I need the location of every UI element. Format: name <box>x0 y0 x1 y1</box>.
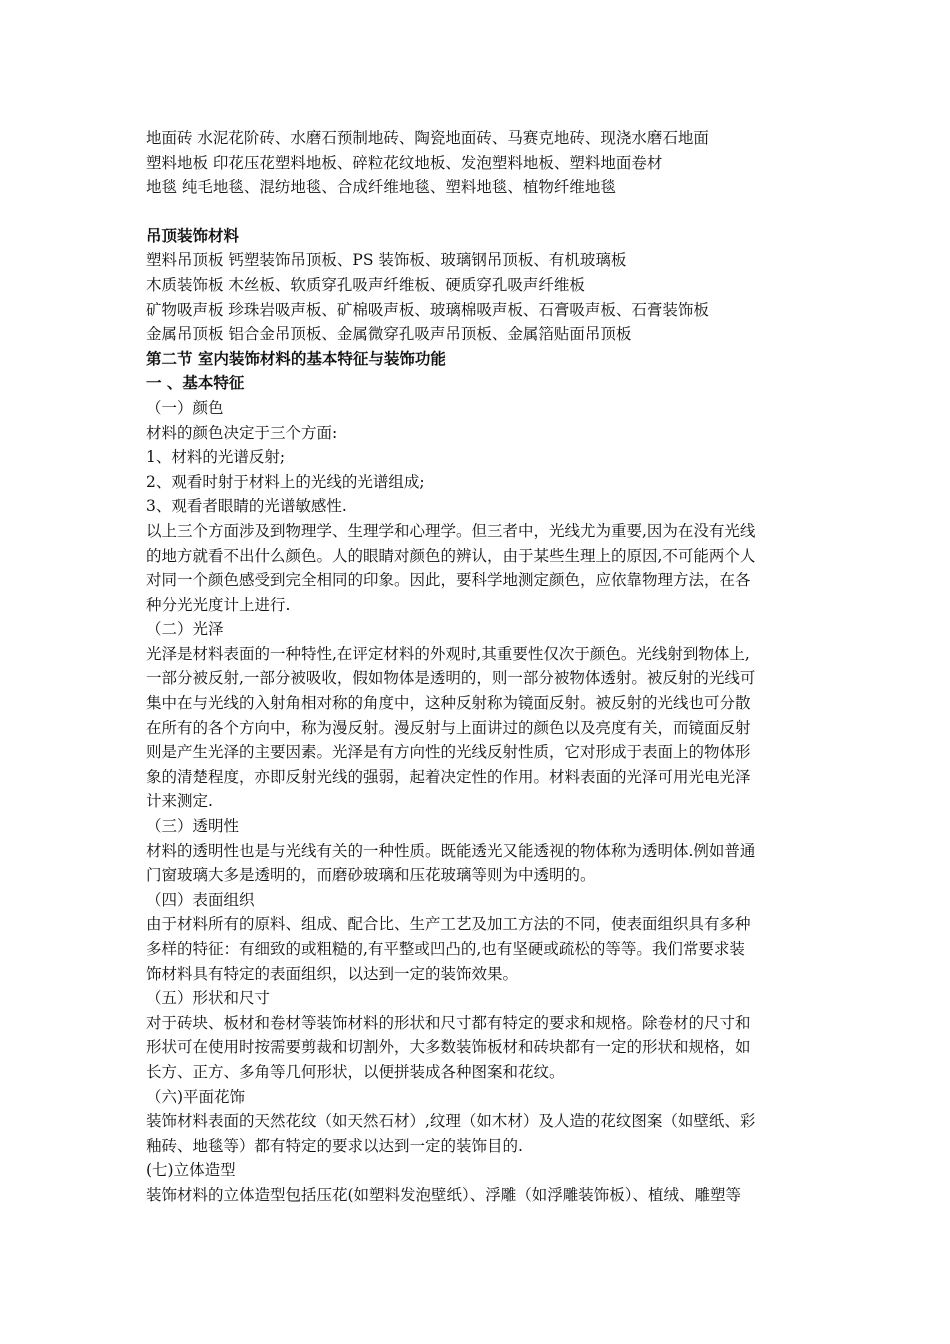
color-intro: 材料的颜色决定于三个方面: <box>146 423 338 442</box>
color-paragraph-line: 对同一个颜色感受到完全相同的印象。因此，要科学地测定颜色，应依靠物理方法，在各 <box>146 571 751 590</box>
texture-paragraph-line: 饰材料具有特定的表面组织，以达到一定的装饰效果。 <box>146 964 519 983</box>
pattern-paragraph-line: 装饰材料表面的天然花纹（如天然石材）,纹理（如木材）及人造的花纹图案（如壁纸、彩 <box>146 1112 756 1131</box>
transparency-paragraph-line: 材料的透明性也是与光线有关的一种性质。既能透光又能透视的物体称为透明体.例如普通 <box>146 841 756 860</box>
texture-paragraph-line: 多样的特征：有细致的或粗糙的,有平整或凹凸的,也有坚硬或疏松的等等。我们常要求装 <box>146 940 745 958</box>
gloss-paragraph-line: 在所有的各个方向中，称为漫反射。漫反射与上面讲过的颜色以及亮度有关，而镜面反射 <box>146 718 751 737</box>
floor-item: 塑料地板 印花压花塑料地板、碎粒花纹地板、发泡塑料地板、塑料地面卷材 <box>146 153 663 172</box>
color-point: 2、观看时射于材料上的光线的光谱组成; <box>146 472 425 491</box>
color-point: 3、观看者眼睛的光谱敏感性. <box>146 497 347 516</box>
gloss-paragraph-line: 计来测定. <box>146 792 213 811</box>
document-page <box>146 126 808 1208</box>
texture-heading: （四）表面组织 <box>146 890 255 909</box>
ceiling-item: 木质装饰板 木丝板、软质穿孔吸声纤维板、硬质穿孔吸声纤维板 <box>146 275 585 294</box>
relief-heading: (七)立体造型 <box>146 1161 236 1180</box>
ceiling-heading: 吊顶装饰材料 <box>146 226 240 245</box>
section-title: 第二节 室内装饰材料的基本特征与装饰功能 <box>146 349 446 368</box>
color-paragraph-line: 的地方就看不出什么颜色。人的眼睛对颜色的辨认，由于某些生理上的原因,不可能两个人 <box>146 546 756 565</box>
color-paragraph-line: 种分光光度计上进行. <box>146 595 291 614</box>
gloss-heading: （二）光泽 <box>146 620 224 639</box>
transparency-heading: （三）透明性 <box>146 817 240 836</box>
ceiling-item: 矿物吸声板 珍珠岩吸声板、矿棉吸声板、玻璃棉吸声板、石膏吸声板、石膏装饰板 <box>146 300 709 319</box>
spacer <box>146 200 808 224</box>
gloss-paragraph-line: 一部分被反射,一部分被吸收，假如物体是透明的，则一部分被物体透射。被反射的光线可 <box>146 669 756 688</box>
subsection-title: 一 、基本特征 <box>146 374 245 393</box>
gloss-paragraph-line: 光泽是材料表面的一种特性,在评定材料的外观时,其重要性仅次于颜色。光线射到物体上, <box>146 644 750 663</box>
shape-paragraph-line: 形状可在使用时按需要剪裁和切割外，大多数装饰板材和砖块都有一定的形状和规格，如 <box>146 1038 751 1057</box>
shape-paragraph-line: 对于砖块、板材和卷材等装饰材料的形状和尺寸都有特定的要求和规格。除卷材的尺寸和 <box>146 1013 751 1032</box>
color-paragraph-line: 以上三个方面涉及到物理学、生理学和心理学。但三者中，光线尤为重要,因为在没有光线 <box>146 521 756 540</box>
ceiling-item: 金属吊顶板 铝合金吊顶板、金属微穿孔吸声吊顶板、金属箔贴面吊顶板 <box>146 325 632 344</box>
relief-paragraph-line: 装饰材料的立体造型包括压花(如塑料发泡壁纸）、浮雕（如浮雕装饰板）、植绒、雕塑等 <box>146 1185 742 1204</box>
shape-paragraph-line: 长方、正方、多角等几何形状，以便拼装成各种图案和花纹。 <box>146 1062 565 1081</box>
floor-item: 地面砖 水泥花阶砖、水磨石预制地砖、陶瓷地面砖、马赛克地砖、现浇水磨石地面 <box>146 129 709 147</box>
ceiling-item: 塑料吊顶板 钙塑装饰吊顶板、PS 装饰板、玻璃钢吊顶板、有机玻璃板 <box>146 251 627 270</box>
pattern-heading: （六)平面花饰 <box>146 1087 246 1106</box>
gloss-paragraph-line: 集中在与光线的入射角相对称的角度中，这种反射称为镜面反射。被反射的光线也可分散 <box>146 694 751 713</box>
gloss-paragraph-line: 象的清楚程度，亦即反射光线的强弱，起着决定性的作用。材料表面的光泽可用光电光泽 <box>146 767 751 786</box>
color-point: 1、材料的光谱反射; <box>146 448 286 467</box>
texture-paragraph-line: 由于材料所有的原料、组成、配合比、生产工艺及加工方法的不同，使表面组织具有多种 <box>146 915 751 934</box>
transparency-paragraph-line: 门窗玻璃大多是透明的，而磨砂玻璃和压花玻璃等则为中透明的。 <box>146 866 596 885</box>
gloss-paragraph-line: 则是产生光泽的主要因素。光泽是有方向性的光线反射性质，它对形成于表面上的物体形 <box>146 743 751 762</box>
shape-heading: （五）形状和尺寸 <box>146 989 271 1008</box>
color-heading: （一）颜色 <box>146 398 224 417</box>
floor-item: 地毯 纯毛地毯、混纺地毯、合成纤维地毯、塑料地毯、植物纤维地毯 <box>146 178 616 197</box>
pattern-paragraph-line: 釉砖、地毯等）都有特定的要求以达到一定的装饰目的. <box>146 1136 523 1155</box>
